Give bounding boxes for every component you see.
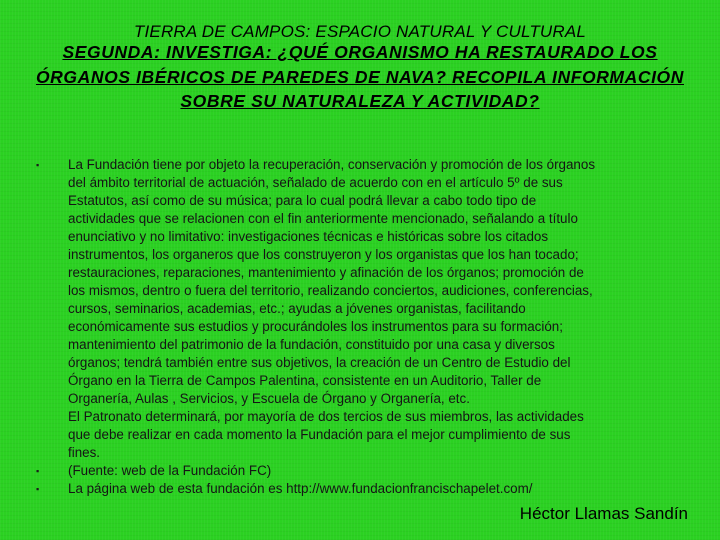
author-name: Héctor Llamas Sandín bbox=[519, 504, 688, 523]
bullet-list bbox=[36, 156, 666, 498]
bullet-marker-icon: ▪ bbox=[36, 160, 40, 170]
bullet-marker-icon: ▪ bbox=[36, 484, 40, 494]
bullet-text: La página web de esta fundación es http://www.fundacionfrancischapelet.com/ bbox=[68, 481, 533, 496]
bullet-marker-icon: ▪ bbox=[36, 466, 40, 476]
slide-question-title: SEGUNDA: INVESTIGA: ¿QUÉ ORGANISMO HA RESTAURADO LOS ÓRGANOS IBÉRICOS DE PAREDES DE NAVA? RECOPILA INFORMACIÓN SOBRE SU NATURALEZA Y ACTIVIDAD? bbox=[35, 42, 685, 111]
bullet-text: La Fundación tiene por objeto la recuperación, conservación y promoción de los órganos del ámbito territorial de actuación, señalado de acuerdo con en el artículo 5º de sus Estatutos, así como de su música; para lo cual podrá llevar a cabo todo tipo de actividades que se relacionen con el fin anteriormente mencionado, señalando a título enunciativo y no limitativo: investigaciones técnicas e históricas sobre los citados instrumentos, los organeros que los construyeron y los organistas que los han tocado; restauraciones, reparaciones, mantenimiento y afinación de los órganos; promoción de los mismos, dentro o fuera del territorio, realizando conciertos, audiciones, conferencias, cursos, seminarios, academias, etc.; ayudas a jóvenes organistas, facilitando económicamente sus estudios y procurándoles los instrumentos para su formación; mantenimiento del patrimonio de la fundación, constituido por una casa y diversos órganos; tendrá también entre sus objetivos, la creación de un Centro de Estudio del Órgano en la Tierra de Campos Palentina, consistente en un Auditorio, Taller de Organería, Aulas , Servicios, y Escuela de Órgano y Organería, etc. El Patronato determinará, por mayoría de dos tercios de sus miembros, las actividades que debe realizar en cada momento la Fundación para el mejor cumplimiento de sus fines. bbox=[68, 157, 596, 460]
bullet-item-website bbox=[36, 480, 666, 498]
bullet-item-source bbox=[36, 462, 666, 480]
bullet-text: (Fuente: web de la Fundación FC) bbox=[68, 463, 272, 478]
bullet-item-description bbox=[36, 156, 666, 462]
slide-header-title: TIERRA DE CAMPOS: ESPACIO NATURAL Y CULTURAL bbox=[133, 22, 587, 41]
